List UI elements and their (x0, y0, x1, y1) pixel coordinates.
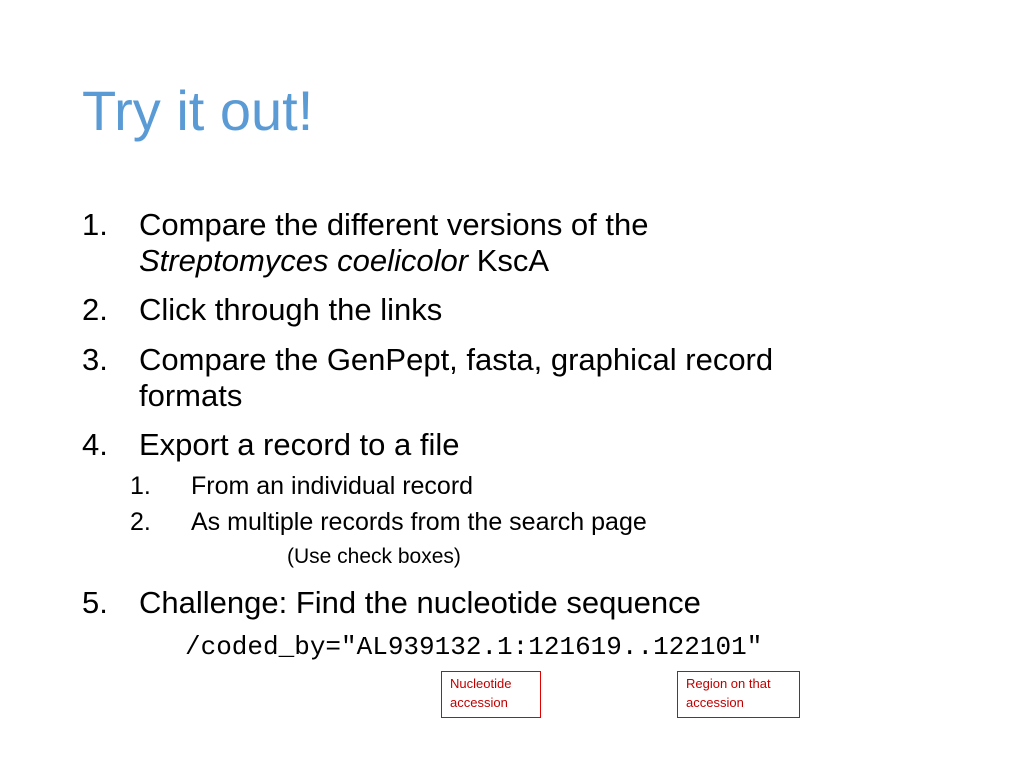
callout-line1: Nucleotide (450, 676, 512, 691)
sub-text: From an individual record (191, 472, 474, 500)
list-text: Compare the different versions of the (139, 207, 649, 242)
callout-region (677, 671, 800, 718)
sub-text: As multiple records from the search page (191, 508, 647, 536)
slide-title: Try it out! (82, 79, 314, 142)
list-text-line2 (139, 243, 549, 279)
list-number: 3. (82, 342, 108, 377)
list-number: 5. (82, 585, 108, 620)
list-text-line2: formats (139, 378, 243, 413)
sub-number: 2. (130, 508, 151, 536)
list-text: Compare the GenPept, fasta, graphical record (139, 342, 774, 377)
callout-line1: Region on that (686, 676, 771, 691)
list-number: 1. (82, 207, 108, 242)
sub-note: (Use check boxes) (287, 545, 461, 568)
species-name: Streptomyces coelicolor (139, 243, 469, 278)
list-number: 4. (82, 427, 108, 462)
coded-by-line: /coded_by="AL939132.1:121619..122101" (185, 632, 763, 662)
list-text: Click through the links (139, 292, 443, 327)
callout-line2: accession (450, 695, 508, 710)
protein-name: KscA (468, 243, 550, 278)
sub-number: 1. (130, 472, 151, 500)
list-text: Challenge: Find the nucleotide sequence (139, 585, 701, 620)
list-number: 2. (82, 292, 108, 327)
callout-nucleotide-accession (441, 671, 541, 718)
callout-line2: accession (686, 695, 744, 710)
list-text: Export a record to a file (139, 427, 460, 462)
